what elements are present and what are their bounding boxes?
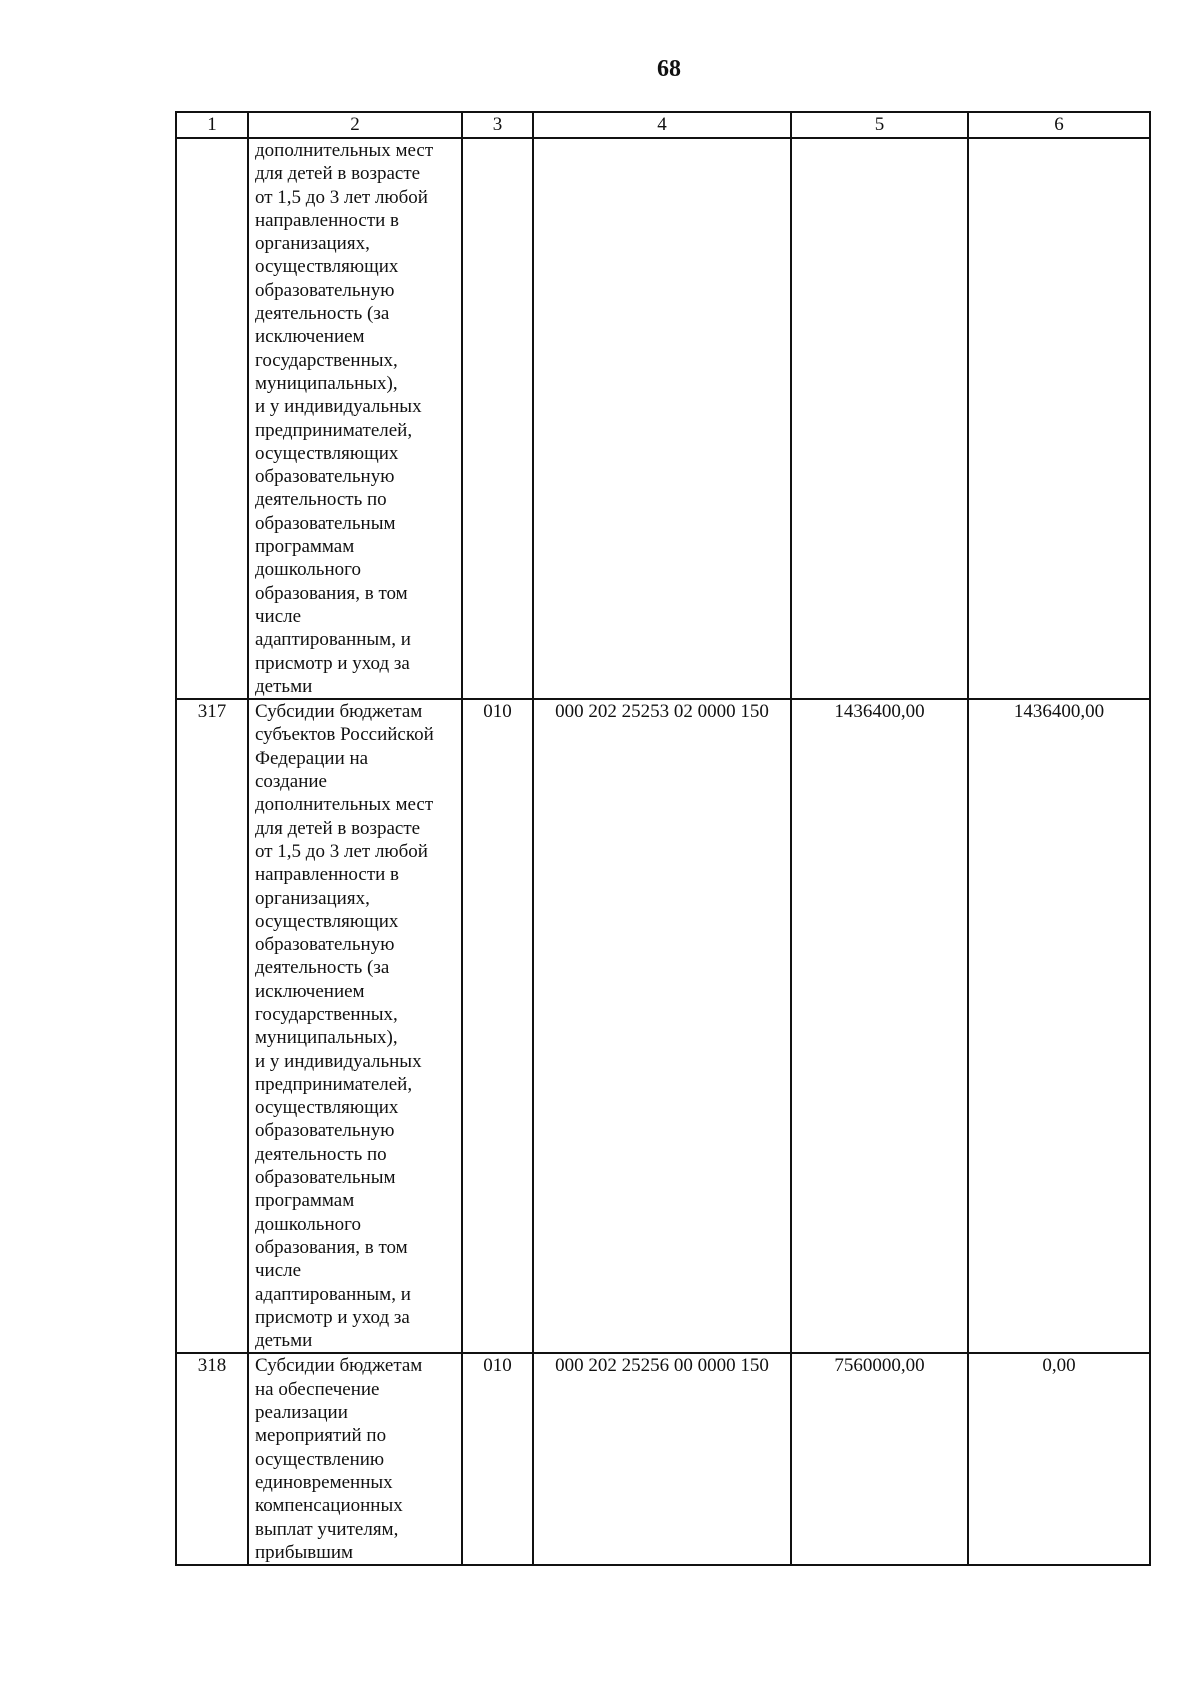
description-line: адаптированным, и bbox=[255, 1283, 411, 1305]
description-line: образовательную bbox=[255, 466, 395, 488]
description-line: предпринимателей, bbox=[255, 1073, 413, 1095]
description-line: исключением bbox=[255, 980, 365, 1002]
description-line: муниципальных), bbox=[255, 372, 398, 394]
description-line: осуществляющих bbox=[255, 910, 399, 932]
column-header-3: 3 bbox=[462, 112, 533, 138]
description-line: Федерации на bbox=[255, 747, 369, 769]
description-line: присмотр и уход за bbox=[255, 652, 410, 674]
description-line: предпринимателей, bbox=[255, 419, 413, 441]
description-line: дошкольного bbox=[255, 1213, 361, 1235]
row-amount-col5-cell bbox=[791, 138, 968, 699]
column-header-6: 6 bbox=[968, 112, 1150, 138]
row-number-cell: 317 bbox=[176, 699, 248, 1353]
description-line: от 1,5 до 3 лет любой bbox=[255, 840, 428, 862]
page-number: 68 bbox=[657, 56, 681, 82]
description-line: детьми bbox=[255, 675, 313, 697]
row-description-cell bbox=[248, 1353, 462, 1565]
row-number-cell bbox=[176, 138, 248, 699]
description-line: единовременных bbox=[255, 1471, 393, 1493]
row-amount-col6-cell bbox=[968, 138, 1150, 699]
row-budget-code-cell: 000 202 25256 00 0000 150 bbox=[533, 1353, 791, 1565]
description-line: создание bbox=[255, 771, 327, 793]
description-line: прибывшим bbox=[255, 1541, 354, 1563]
row-description-cell bbox=[248, 699, 462, 1353]
description-line: государственных, bbox=[255, 349, 398, 371]
description-line: компенсационных bbox=[255, 1495, 403, 1517]
description-line: образовательную bbox=[255, 1120, 395, 1142]
description-line: исключением bbox=[255, 326, 365, 348]
table-body bbox=[176, 138, 1150, 1565]
row-amount-col5-cell: 1436400,00 bbox=[791, 699, 968, 1353]
row-admin-code-cell bbox=[462, 138, 533, 699]
row-admin-code-cell: 010 bbox=[462, 699, 533, 1353]
row-description-cell bbox=[248, 138, 462, 699]
description-line: осуществляющих bbox=[255, 256, 399, 278]
description-line: деятельность (за bbox=[255, 957, 390, 979]
description-line: направленности в bbox=[255, 209, 400, 231]
description-line: осуществляющих bbox=[255, 1097, 399, 1119]
description-line: организациях, bbox=[255, 233, 370, 255]
budget-table bbox=[175, 111, 1151, 1566]
description-line: для детей в возрасте bbox=[255, 817, 421, 839]
column-header-5: 5 bbox=[791, 112, 968, 138]
description-line: деятельность по bbox=[255, 1143, 387, 1165]
description-line: дополнительных мест bbox=[255, 140, 434, 161]
description-line: дополнительных мест bbox=[255, 794, 434, 816]
description-line: числе bbox=[255, 605, 302, 627]
description-line: выплат учителям, bbox=[255, 1518, 399, 1540]
description-line: реализации bbox=[255, 1402, 348, 1424]
description-line: числе bbox=[255, 1260, 302, 1282]
row-budget-code-cell: 000 202 25253 02 0000 150 bbox=[533, 699, 791, 1353]
description-line: образовательным bbox=[255, 512, 396, 534]
description-line: дошкольного bbox=[255, 559, 361, 581]
row-budget-code-cell bbox=[533, 138, 791, 699]
description-line: субъектов Российской bbox=[255, 724, 434, 746]
description-line: направленности в bbox=[255, 864, 400, 886]
description-line: и у индивидуальных bbox=[255, 1050, 422, 1072]
description-line: деятельность (за bbox=[255, 303, 390, 325]
description-line: организациях, bbox=[255, 887, 370, 909]
table-header-row bbox=[176, 112, 1150, 138]
description-line: образовательную bbox=[255, 934, 395, 956]
description-line: присмотр и уход за bbox=[255, 1306, 410, 1328]
column-header-4: 4 bbox=[533, 112, 791, 138]
description-line: Субсидии бюджетам bbox=[255, 1355, 423, 1377]
table-row bbox=[176, 1353, 1150, 1565]
description-line: для детей в возрасте bbox=[255, 163, 421, 185]
description-line: программам bbox=[255, 1190, 355, 1212]
description-line: муниципальных), bbox=[255, 1027, 398, 1049]
description-line: образования, в том bbox=[255, 1236, 408, 1258]
description-line: на обеспечение bbox=[255, 1378, 380, 1400]
row-amount-col6-cell: 1436400,00 bbox=[968, 699, 1150, 1353]
description-line: и у индивидуальных bbox=[255, 396, 422, 418]
description-line: государственных, bbox=[255, 1003, 398, 1025]
description-line: адаптированным, и bbox=[255, 629, 411, 651]
description-line: от 1,5 до 3 лет любой bbox=[255, 186, 428, 208]
row-amount-col5-cell: 7560000,00 bbox=[791, 1353, 968, 1565]
description-line: мероприятий по bbox=[255, 1425, 387, 1447]
description-line: программам bbox=[255, 536, 355, 558]
description-line: осуществлению bbox=[255, 1448, 385, 1470]
row-amount-col6-cell: 0,00 bbox=[968, 1353, 1150, 1565]
row-number-cell: 318 bbox=[176, 1353, 248, 1565]
row-admin-code-cell: 010 bbox=[462, 1353, 533, 1565]
description-line: детьми bbox=[255, 1330, 313, 1352]
description-line: Субсидии бюджетам bbox=[255, 701, 423, 723]
column-header-2: 2 bbox=[248, 112, 462, 138]
table-row bbox=[176, 138, 1150, 699]
description-line: деятельность по bbox=[255, 489, 387, 511]
description-line: образовательную bbox=[255, 279, 395, 301]
table-row bbox=[176, 699, 1150, 1353]
description-line: осуществляющих bbox=[255, 442, 399, 464]
column-header-1: 1 bbox=[176, 112, 248, 138]
description-line: образовательным bbox=[255, 1167, 396, 1189]
description-line: образования, в том bbox=[255, 582, 408, 604]
